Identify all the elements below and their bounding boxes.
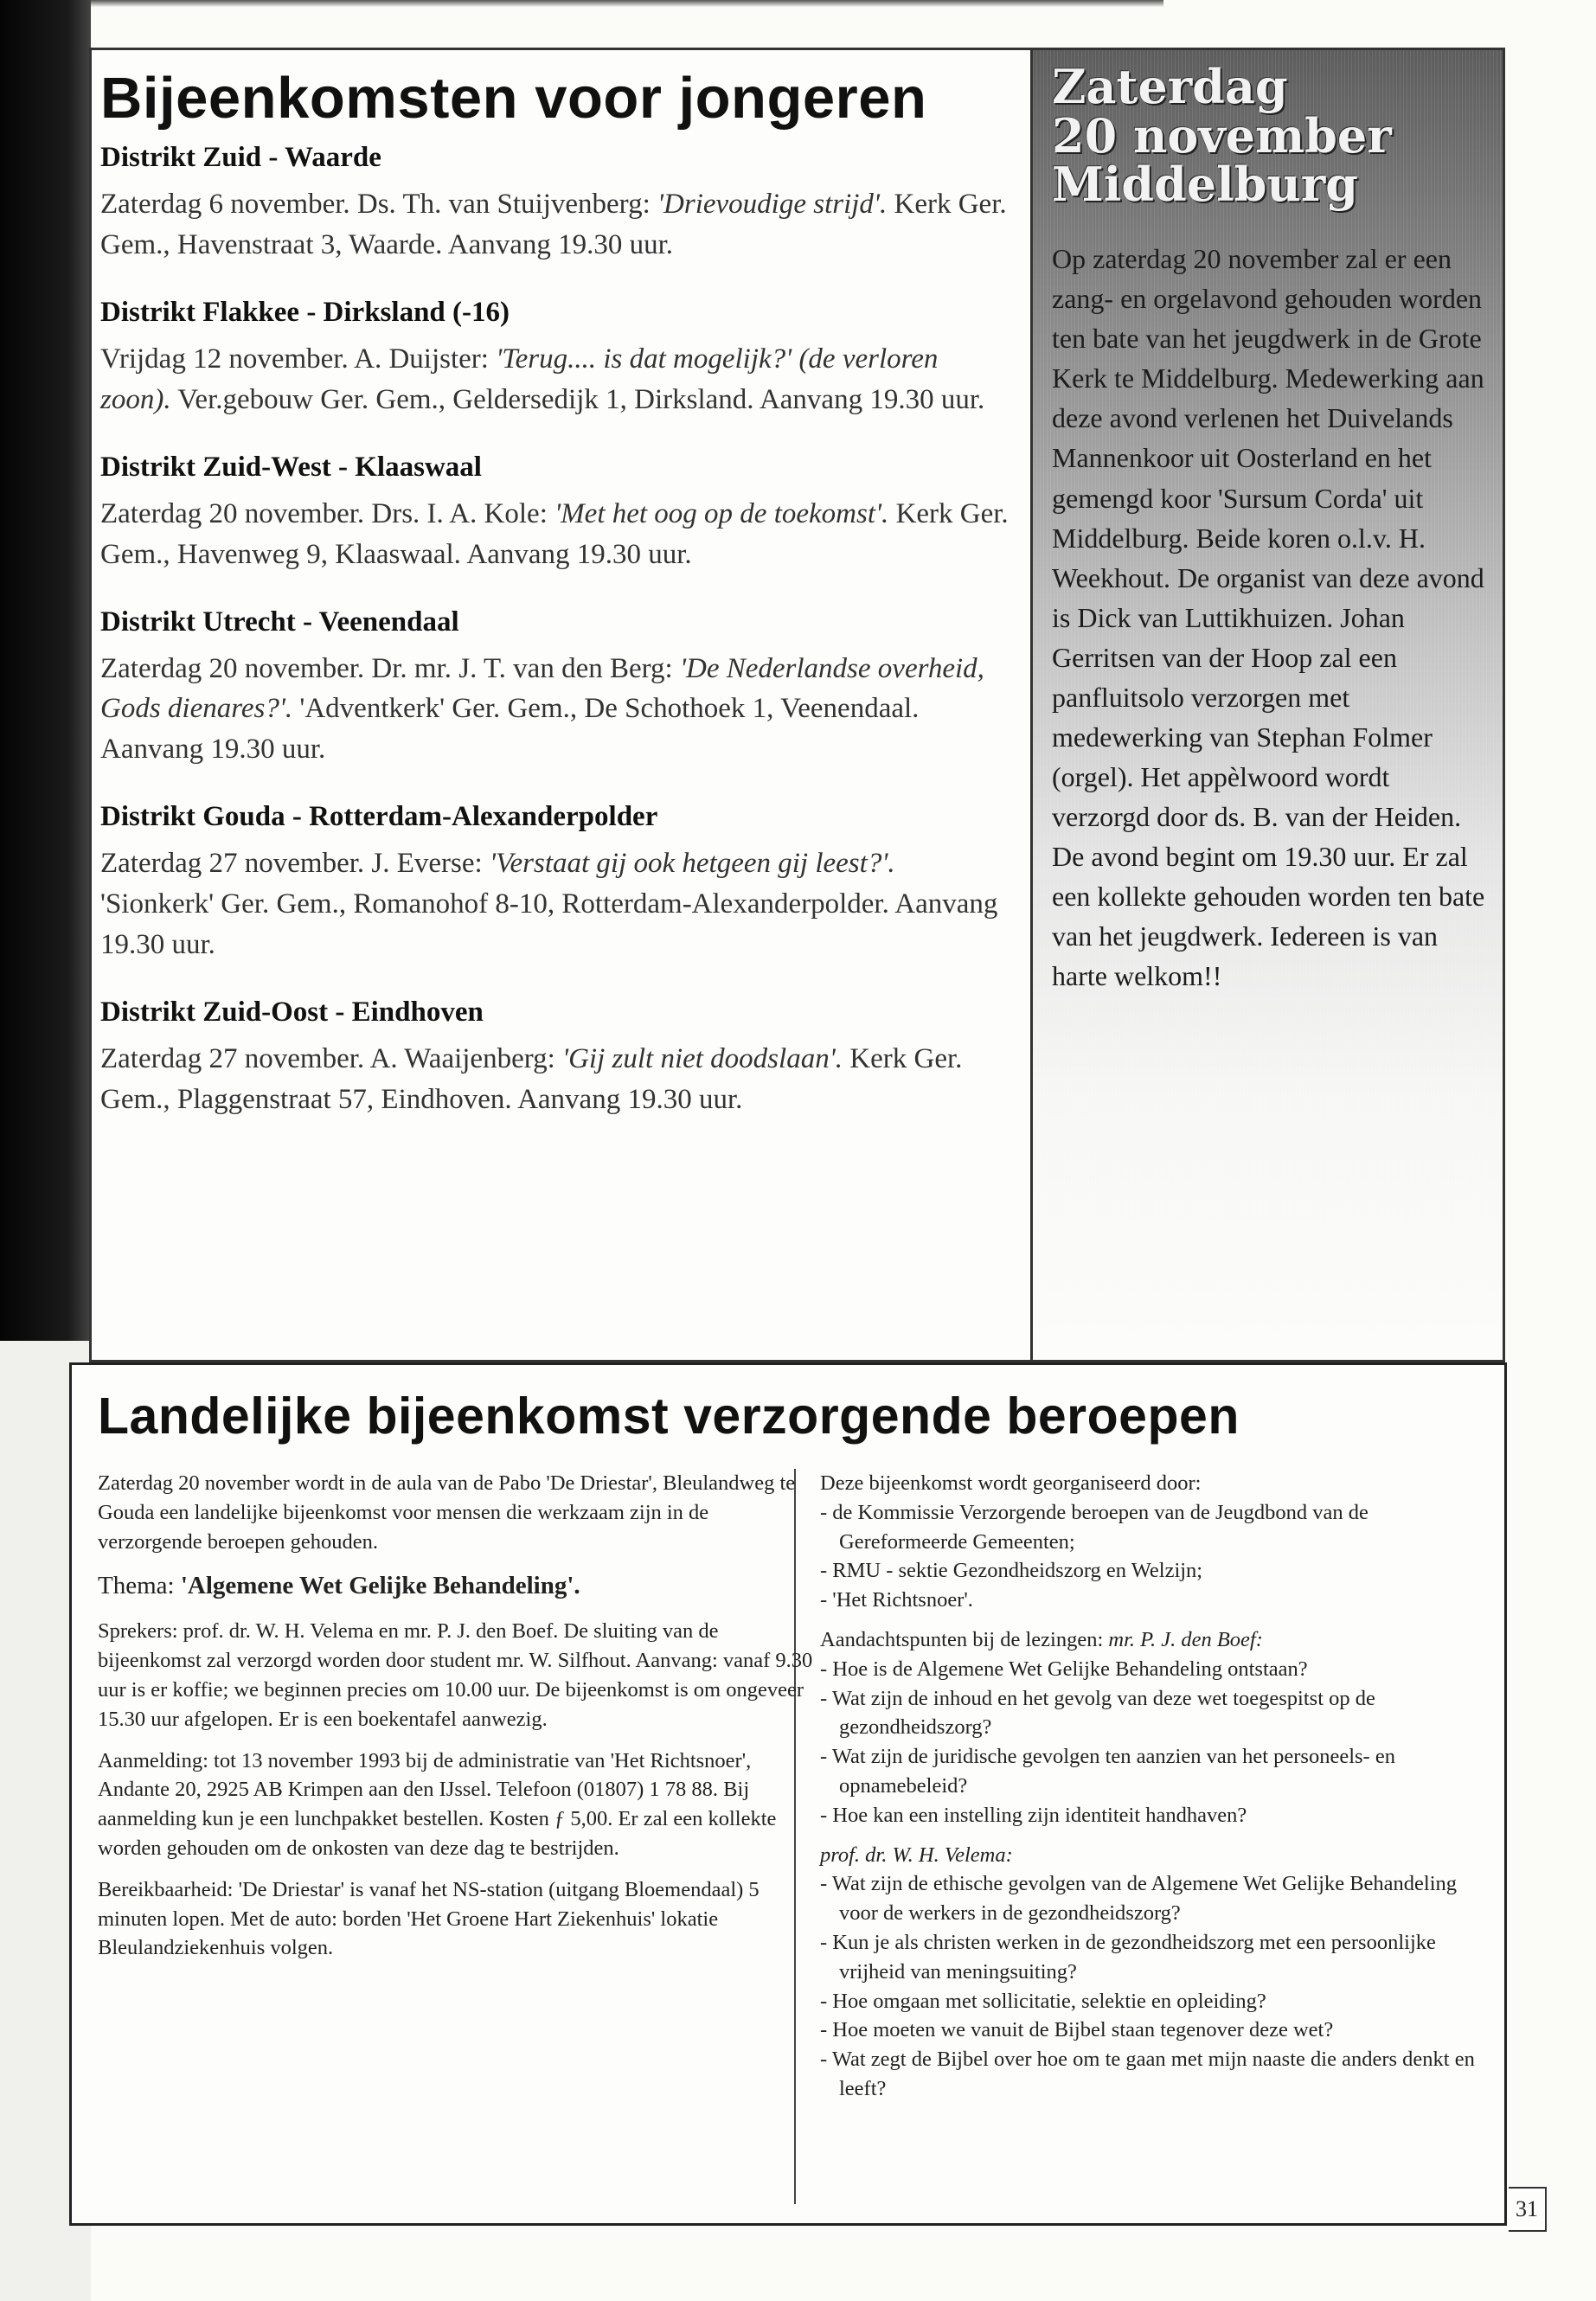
district-details bbox=[100, 1039, 1009, 1120]
lecture-title: 'De Nederlandse overheid, Gods dienares?'. bbox=[100, 652, 984, 725]
venue-text: 'Adventkerk' Ger. Gem., De Schothoek 1, Veenendaal. Aanvang 19.30 uur. bbox=[100, 693, 920, 766]
sidebar-title-line: Zaterdag bbox=[1052, 59, 1288, 114]
list-item: - 'Het Richtsnoer'. bbox=[820, 1586, 1477, 1615]
meetings-column bbox=[92, 50, 1030, 1360]
bottom-section-title: Landelijke bijeenkomst verzorgende beroepen bbox=[98, 1388, 1240, 1445]
district-details bbox=[100, 494, 1009, 575]
list-item: - RMU - sektie Gezondheidszorg en Welzijn; bbox=[820, 1556, 1477, 1586]
details-text: Zaterdag 27 november. A. Waaijenberg: bbox=[100, 1042, 563, 1074]
organizers-intro: Deze bijeenkomst wordt georganiseerd door: bbox=[820, 1471, 1202, 1495]
attention-label: Aandachtspunten bij de lezingen: bbox=[820, 1627, 1109, 1651]
details-text: Zaterdag 20 november. Drs. I. A. Kole: bbox=[100, 497, 555, 529]
thema-label: Thema: bbox=[98, 1572, 181, 1600]
venue-text: Kerk Ger. Gem., Havenweg 9, Klaaswaal. Aanvang 19.30 uur. bbox=[100, 497, 1009, 570]
list-item: - Wat zijn de inhoud en het gevolg van deze wet toegespitst op de gezondheidszorg? bbox=[820, 1684, 1477, 1743]
lecture-title: 'Drievoudige strijd'. bbox=[657, 189, 888, 221]
list-item: - Hoe moeten we vanuit de Bijbel staan tegenover deze wet? bbox=[820, 2016, 1477, 2045]
directions-paragraph: Bereikbaarheid: 'De Driestar' is vanaf het NS-station (uitgang Bloemendaal) 5 minuten lopen. Met de auto: borden 'Het Groene Hart Ziekenhuis' lokatie Bleulandziekenhuis volgen. bbox=[98, 1877, 760, 1960]
bottom-left-column bbox=[98, 1469, 816, 1975]
section-title: Bijeenkomsten voor jongeren bbox=[100, 66, 927, 131]
list-item: - Hoe kan een instelling zijn identiteit handhaven? bbox=[820, 1801, 1477, 1830]
middelburg-sidebar bbox=[1033, 50, 1503, 1360]
district-heading: Distrikt Flakkee - Dirksland (-16) bbox=[100, 297, 510, 329]
organizers-list bbox=[820, 1498, 1477, 1615]
list-item: - Wat zijn de juridische gevolgen ten aanzien van het personeels- en opnamebeleid? bbox=[820, 1742, 1477, 1801]
lecture-title: 'Verstaat gij ook hetgeen gij leest?'. bbox=[489, 848, 895, 880]
venue-text: Kerk Ger. Gem., Havenstraat 3, Waarde. Aanvang 19.30 uur. bbox=[100, 189, 1007, 261]
district-block bbox=[100, 297, 1009, 420]
speaker1-points bbox=[820, 1655, 1477, 1830]
details-text: Zaterdag 6 november. Ds. Th. van Stuijvenberg: bbox=[100, 189, 657, 221]
page-number: 31 bbox=[1509, 2187, 1547, 2232]
venue-text: Kerk Ger. Gem., Plaggenstraat 57, Eindhoven. Aanvang 19.30 uur. bbox=[100, 1042, 963, 1115]
district-block bbox=[100, 801, 1009, 965]
venue-text: 'Sionkerk' Ger. Gem., Romanohof 8-10, Rotterdam-Alexanderpolder. Aanvang 19.30 uur. bbox=[100, 888, 998, 960]
district-details bbox=[100, 649, 1009, 771]
bottom-right-column bbox=[820, 1469, 1477, 2114]
thema-line bbox=[98, 1568, 816, 1603]
list-item: - de Kommissie Verzorgende beroepen van de Jeugdbond van de Gereformeerde Gemeenten; bbox=[820, 1498, 1477, 1557]
care-professions-box bbox=[69, 1362, 1507, 2226]
list-item: - Hoe omgaan met sollicitatie, selektie en opleiding? bbox=[820, 1987, 1477, 2016]
district-block bbox=[100, 452, 1009, 575]
district-details bbox=[100, 339, 1009, 420]
speakers-paragraph: Sprekers: prof. dr. W. H. Velema en mr. P. J. den Boef. De sluiting van de bijeenkomst zal verzorgd worden door student mr. W. Silfhout. Aanvang: vanaf 9.30 uur is er koffie; we beginnen precies om 10.00 uur. De bijeenkomst is om ongeveer 15.30 uur afgelopen. Er is een boekentafel aanwezig. bbox=[98, 1619, 813, 1731]
top-rule bbox=[91, 0, 1163, 7]
intro-paragraph: Zaterdag 20 november wordt in de aula van de Pabo 'De Driestar', Bleulandweg te Gouda een landelijke bijeenkomst voor mensen die werkzaam zijn in de verzorgende beroepen gehouden. bbox=[98, 1471, 796, 1554]
district-details bbox=[100, 184, 1009, 266]
sidebar-body: Op zaterdag 20 november zal er een zang- en orgelavond gehouden worden ten bate van het jeugdwerk in de Grote Kerk te Middelburg. Medewerking aan deze avond verlenen het Duivelands Mannenkoor uit Oosterland en het gemengd koor 'Sursum Corda' uit Middelburg. Beide koren o.l.v. H. Weekhout. De organist van deze avond is Dick van Luttikhuizen. Johan Gerritsen van der Hoop zal een panfluitsolo verzorgen met medewerking van Stephan Folmer (orgel). Het appèlwoord wordt verzorgd door ds. B. van der Heiden. De avond begint om 19.30 uur. Er zal een kollekte gehouden worden ten bate van het jeugdwerk. Iedereen is van harte welkom!! bbox=[1052, 243, 1485, 992]
youth-meetings-box bbox=[89, 48, 1505, 1362]
details-text: Zaterdag 27 november. J. Everse: bbox=[100, 848, 490, 880]
speaker2-label bbox=[820, 1841, 1477, 1870]
lecture-title: 'Met het oog op de toekomst'. bbox=[554, 497, 889, 529]
district-heading: Distrikt Gouda - Rotterdam-Alexanderpolder bbox=[100, 801, 658, 833]
list-item: - Wat zijn de ethische gevolgen van de Algemene Wet Gelijke Behandeling voor de werkers in de gezondheidszorg? bbox=[820, 1869, 1477, 1928]
district-heading: Distrikt Utrecht - Veenendaal bbox=[100, 606, 459, 638]
lecture-title: 'Gij zult niet doodslaan'. bbox=[562, 1042, 843, 1074]
list-item: - Hoe is de Algemene Wet Gelijke Behandeling ontstaan? bbox=[820, 1655, 1477, 1684]
district-details bbox=[100, 843, 1009, 965]
registration-paragraph: Aanmelding: tot 13 november 1993 bij de administratie van 'Het Richtsnoer', Andante 20, 2925 AB Krimpen aan den IJssel. Telefoon (01807) 1 78 88. Bij aanmelding kun je een lunchpakket bestellen. Kosten ƒ 5,00. Er zal een kollekte worden gehouden om de onkosten van deze dag te bestrijden. bbox=[98, 1748, 777, 1860]
venue-text: Ver.gebouw Ger. Gem., Geldersedijk 1, Dirksland. Aanvang 19.30 uur. bbox=[170, 383, 985, 415]
district-heading: Distrikt Zuid-Oost - Eindhoven bbox=[100, 996, 484, 1028]
list-item: - Kun je als christen werken in de gezondheidszorg met een persoonlijke vrijheid van meningsuiting? bbox=[820, 1928, 1477, 1987]
district-heading: Distrikt Zuid - Waarde bbox=[100, 142, 381, 174]
district-block bbox=[100, 606, 1009, 771]
details-text: Zaterdag 20 november. Dr. mr. J. T. van den Berg: bbox=[100, 652, 680, 684]
district-block bbox=[100, 997, 1009, 1120]
sidebar-title-line: Middelburg bbox=[1052, 157, 1358, 213]
lecture-title: 'Terug.... is dat mogelijk?' (de verloren zoon). bbox=[100, 343, 939, 415]
binding-shadow bbox=[0, 0, 91, 1341]
attention-intro bbox=[820, 1625, 1477, 1655]
details-text: Vrijdag 12 november. A. Duijster: bbox=[100, 343, 497, 375]
thema-value: 'Algemene Wet Gelijke Behandeling'. bbox=[180, 1572, 580, 1600]
district-block bbox=[100, 142, 1009, 266]
speaker2-points bbox=[820, 1869, 1477, 2103]
sidebar-title-line: 20 november bbox=[1052, 107, 1392, 163]
district-heading: Distrikt Zuid-West - Klaaswaal bbox=[100, 451, 482, 483]
speaker-name: mr. P. J. den Boef: bbox=[1108, 1627, 1263, 1651]
speaker-name: prof. dr. W. H. Velema: bbox=[820, 1843, 1013, 1867]
sidebar-title bbox=[1052, 59, 1490, 213]
list-item: - Wat zegt de Bijbel over hoe om te gaan met mijn naaste die anders denkt en leeft? bbox=[820, 2045, 1477, 2104]
